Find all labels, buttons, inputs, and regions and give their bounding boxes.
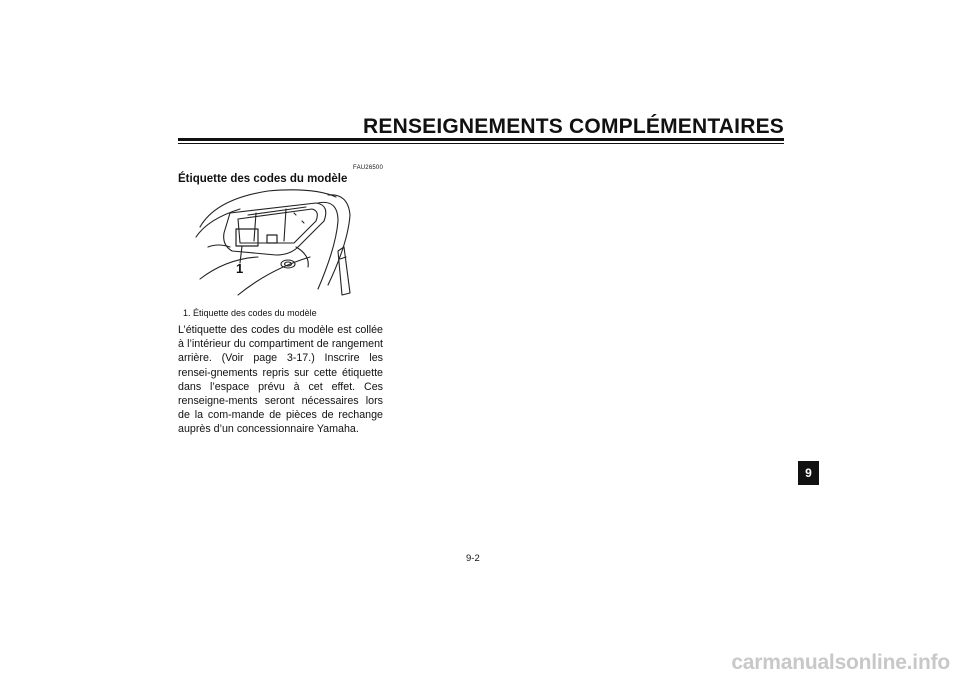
figure-caption: 1. Étiquette des codes du modèle [183,308,317,318]
storage-compartment-illustration [178,185,383,300]
section-code: FAU26500 [353,165,383,171]
section-heading: Étiquette des codes du modèle [178,173,348,185]
page-header-title: RENSEIGNEMENTS COMPLÉMENTAIRES [363,115,784,138]
chapter-tab: 9 [798,461,819,485]
body-paragraph: L’étiquette des codes du modèle est collée à l’intérieur du compartiment de rangement arrière. (Voir page 3-17.) Inscrire les rensei-gnements repris sur cette étiquette dans l’espace prévu à cet effet. Ces renseigne-ments seront nécessaires lors de la com-mande de pièces de rechange auprès d’un concessionnaire Yamaha. [178,324,383,436]
header-rule-thick [178,138,784,141]
header-rule-thin [178,143,784,144]
page-number: 9-2 [466,553,480,564]
figure-callout-number: 1 [236,261,244,276]
watermark: carmanualsonline.info [731,651,950,674]
